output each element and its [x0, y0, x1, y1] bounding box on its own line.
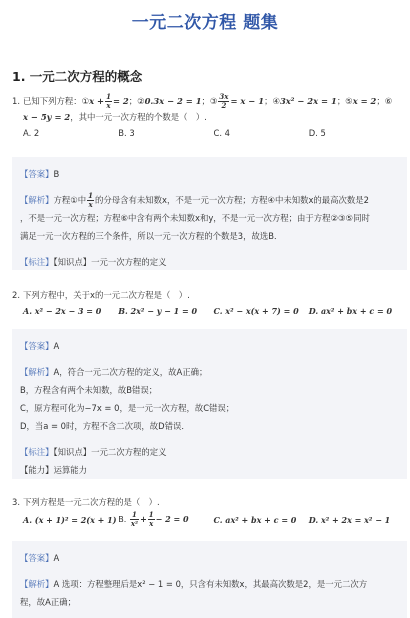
analysis-line: D，当a = 0时，方程不含二次项，故D错误．	[20, 421, 190, 431]
fraction: $\frac{1}{x}$	[88, 191, 94, 209]
options	[12, 126, 404, 140]
analysis-line: ，不是一元一次方程；方程⑥中含有两个未知数x和y，不是一元一次方程；由于方程②③⑤同时	[20, 213, 370, 223]
question-3	[12, 495, 404, 528]
equation-4: 3x² − 2x = 1	[279, 96, 337, 106]
question-number: 1.	[12, 96, 20, 106]
note-row: 【标注】【知识点】一元二次方程的定义	[20, 447, 167, 457]
note-row: 【标注】【知识点】一元一次方程的定义	[20, 257, 167, 267]
question-2	[12, 288, 404, 318]
answer-row: 【答案】B	[20, 169, 60, 179]
page-title: 一元二次方程 题集	[131, 13, 279, 33]
option-b: B. $\frac{1}{\text{x²}}$ + $\frac{1}{x}$ − 2 = 0	[118, 510, 189, 528]
equation-6: x − 5y = 2	[23, 112, 71, 122]
answer-row: 【答案】A	[20, 553, 60, 563]
answer-row: 【答案】A	[20, 341, 60, 351]
question-2-stem: 2. 下列方程中，关于x的一元二次方程是（ ）.	[12, 290, 190, 300]
question-1-stem: 1. 已知下列方程：①x + $\frac{1}{x}$ = 2；②0.3x − 2 = 1；③ $\frac{3x}{2}$ = x − 1；④3x² − 2x = 1；⑤x = 2；⑥ x − 5y = 2，其中一元一次方程的个数是（ ）.	[12, 92, 393, 122]
option-c: C. ax² + bx + c = 0	[213, 514, 297, 525]
option-b: B. 3	[118, 128, 135, 138]
analysis-line: 程，故A正确；	[20, 597, 76, 607]
equation-1: x +	[89, 96, 105, 106]
fraction: $\frac{1}{x}$	[106, 92, 111, 110]
fraction: $\frac{3x}{2}$	[219, 92, 229, 110]
option-a: A. (x + 1)² = 2(x + 1)	[23, 514, 117, 525]
section-heading: 1. 一元二次方程的概念	[12, 69, 143, 84]
analysis-row: 【解析】A 选项：方程整理后是x² − 1 = 0，只含有未知数x，其最高次数是2，是一元二次方	[20, 579, 368, 589]
analysis-row: 【解析】方程①中 $\frac{1}{x}$ 的分母含有未知数x，不是一元一次方程；方程④中未知数x的最高次数是2	[20, 191, 370, 209]
equation-2: 0.3x − 2 = 1	[144, 96, 202, 106]
option-a: A. 2	[23, 128, 40, 138]
analysis-row: 【解析】A，符合一元二次方程的定义，故A正确；	[20, 367, 208, 377]
ability-row: 【能力】运算能力	[20, 465, 87, 475]
analysis-line: C，原方程可化为−7x = 0，是一元一次方程，故C错误；	[20, 403, 235, 413]
question-3-stem: 3. 下列方程是一元二次方程的是（ ）.	[12, 497, 160, 507]
options	[12, 511, 404, 528]
solution-box-1	[12, 157, 407, 270]
solution-box-3	[12, 541, 407, 618]
question-1	[12, 93, 404, 140]
equation-5: x = 2	[352, 96, 377, 106]
option-b: B. 2x² − y − 1 = 0	[118, 306, 198, 316]
solution-box-2	[12, 329, 407, 479]
analysis-line: B，方程含有两个未知数，故B错误；	[20, 385, 158, 395]
option-d: D. x² + 2x = x² − 1	[308, 514, 391, 525]
options	[12, 304, 404, 318]
equation-3: = x − 1	[230, 96, 265, 106]
option-a: A. x² − 2x − 3 = 0	[23, 306, 102, 316]
option-c: C. 4	[213, 128, 231, 138]
answer-value: B	[53, 169, 60, 179]
option-c: C. x² − x(x + 7) = 0	[213, 306, 299, 316]
analysis-line: 满足一元一次方程的三个条件，所以一元一次方程的个数是3，故选B．	[20, 231, 283, 241]
option-d: D. ax² + bx + c = 0	[308, 306, 393, 316]
option-d: D. 5	[308, 128, 326, 138]
